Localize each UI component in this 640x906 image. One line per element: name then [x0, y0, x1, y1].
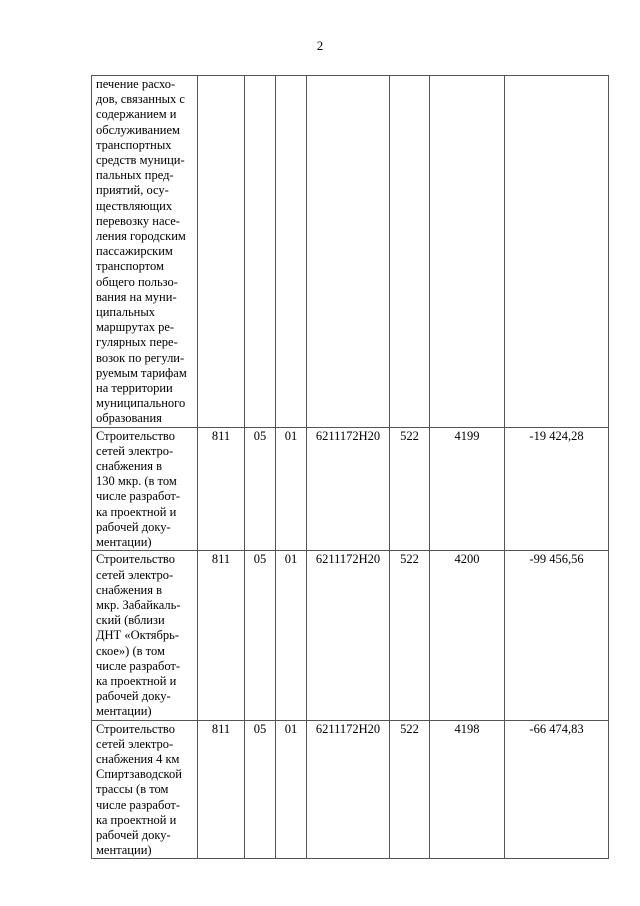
item-name-line: снабжения в	[96, 582, 163, 597]
item-name-line: ществляющих	[96, 198, 173, 213]
item-name-line: вания на муни-	[96, 289, 177, 304]
item-name-line: средств муници-	[96, 153, 185, 168]
ministry-code-cell: 811	[198, 720, 245, 859]
target-article-cell	[307, 76, 390, 428]
item-name-line: сетей электро-	[96, 736, 174, 751]
item-name-line: числе разработ-	[96, 489, 181, 504]
item-name-line: числе разработ-	[96, 797, 181, 812]
object-code-cell: 4198	[430, 720, 505, 859]
item-name-line: ления городским	[96, 229, 186, 244]
item-name-line: 130 мкр. (в том	[96, 474, 177, 489]
subsection-code-cell	[276, 76, 307, 428]
table-row	[92, 720, 609, 859]
target-article-cell: 6211172Н20	[307, 551, 390, 720]
target-article-cell: 6211172Н20	[307, 427, 390, 551]
section-code-cell: 05	[245, 720, 276, 859]
item-name-line: дов, связанных с	[96, 92, 185, 107]
item-name-line: транспортных	[96, 137, 172, 152]
item-name-line: рабочей доку-	[96, 689, 171, 704]
item-name-line: возок по регули-	[96, 350, 185, 365]
item-name-line: приятий, осу-	[96, 183, 169, 198]
item-name-cell	[92, 720, 198, 859]
item-name-cell	[92, 551, 198, 720]
item-name-line: Строительство	[96, 428, 176, 443]
section-code-cell	[245, 76, 276, 428]
item-name-line: Строительство	[96, 552, 176, 567]
table-body	[92, 76, 609, 859]
item-name-line: ка проектной и	[96, 673, 177, 688]
item-name-line: ментации)	[96, 535, 152, 550]
item-name-line: пассажирским	[96, 244, 173, 259]
item-name-line: ципальных	[96, 305, 156, 320]
subsection-code-cell: 01	[276, 427, 307, 551]
table-row	[92, 427, 609, 551]
item-name-line: содержанием и	[96, 107, 177, 122]
object-code-cell: 4199	[430, 427, 505, 551]
item-name-cell	[92, 427, 198, 551]
item-name-line: маршрутах ре-	[96, 320, 175, 335]
table-row	[92, 76, 609, 428]
amount-cell: -66 474,83	[505, 720, 609, 859]
item-name-line: сетей электро-	[96, 443, 174, 458]
section-code-cell: 05	[245, 427, 276, 551]
section-code-cell: 05	[245, 551, 276, 720]
item-name-line: ка проектной и	[96, 504, 177, 519]
item-name-line: числе разработ-	[96, 658, 181, 673]
item-name-line: рабочей доку-	[96, 827, 171, 842]
expense-type-cell: 522	[390, 720, 430, 859]
amount-cell: -99 456,56	[505, 551, 609, 720]
item-name-line: транспортом	[96, 259, 164, 274]
item-name-line: снабжения в	[96, 459, 163, 474]
item-name-line: ментации)	[96, 704, 152, 719]
amount-cell: -19 424,28	[505, 427, 609, 551]
item-name-line: пальных пред-	[96, 168, 174, 183]
amount-cell	[505, 76, 609, 428]
item-name-line: муниципального	[96, 396, 186, 411]
item-name-line: Строительство	[96, 721, 176, 736]
item-name-line: на территории	[96, 381, 173, 396]
ministry-code-cell	[198, 76, 245, 428]
item-name-line: рабочей доку-	[96, 519, 171, 534]
item-name-line: мкр. Забайкаль-	[96, 597, 181, 612]
ministry-code-cell: 811	[198, 427, 245, 551]
budget-table	[91, 75, 609, 859]
subsection-code-cell: 01	[276, 551, 307, 720]
item-name-line: ский (вблизи	[96, 613, 165, 628]
object-code-cell	[430, 76, 505, 428]
table-row	[92, 551, 609, 720]
item-name-line: ское») (в том	[96, 643, 165, 658]
item-name-line: общего пользо-	[96, 274, 178, 289]
ministry-code-cell: 811	[198, 551, 245, 720]
subsection-code-cell: 01	[276, 720, 307, 859]
item-name-line: руемым тарифам	[96, 365, 187, 380]
expense-type-cell: 522	[390, 427, 430, 551]
page-number: 2	[316, 38, 324, 53]
item-name-line: ментации)	[96, 843, 152, 858]
item-name-line: трассы (в том	[96, 782, 169, 797]
item-name-line: обслуживанием	[96, 122, 180, 137]
item-name-line: перевозку насе-	[96, 213, 180, 228]
item-name-line: ка проектной и	[96, 812, 177, 827]
item-name-line: образования	[96, 411, 162, 426]
item-name-line: сетей электро-	[96, 567, 174, 582]
expense-type-cell: 522	[390, 551, 430, 720]
item-name-line: снабжения 4 км	[96, 751, 180, 766]
target-article-cell: 6211172Н20	[307, 720, 390, 859]
item-name-line: печение расхо-	[96, 77, 176, 91]
item-name-cell	[92, 76, 198, 428]
item-name-line: ДНТ «Октябрь-	[96, 628, 180, 643]
object-code-cell: 4200	[430, 551, 505, 720]
expense-type-cell	[390, 76, 430, 428]
item-name-line: Спиртзаводской	[96, 767, 182, 782]
item-name-line: гулярных пере-	[96, 335, 178, 350]
